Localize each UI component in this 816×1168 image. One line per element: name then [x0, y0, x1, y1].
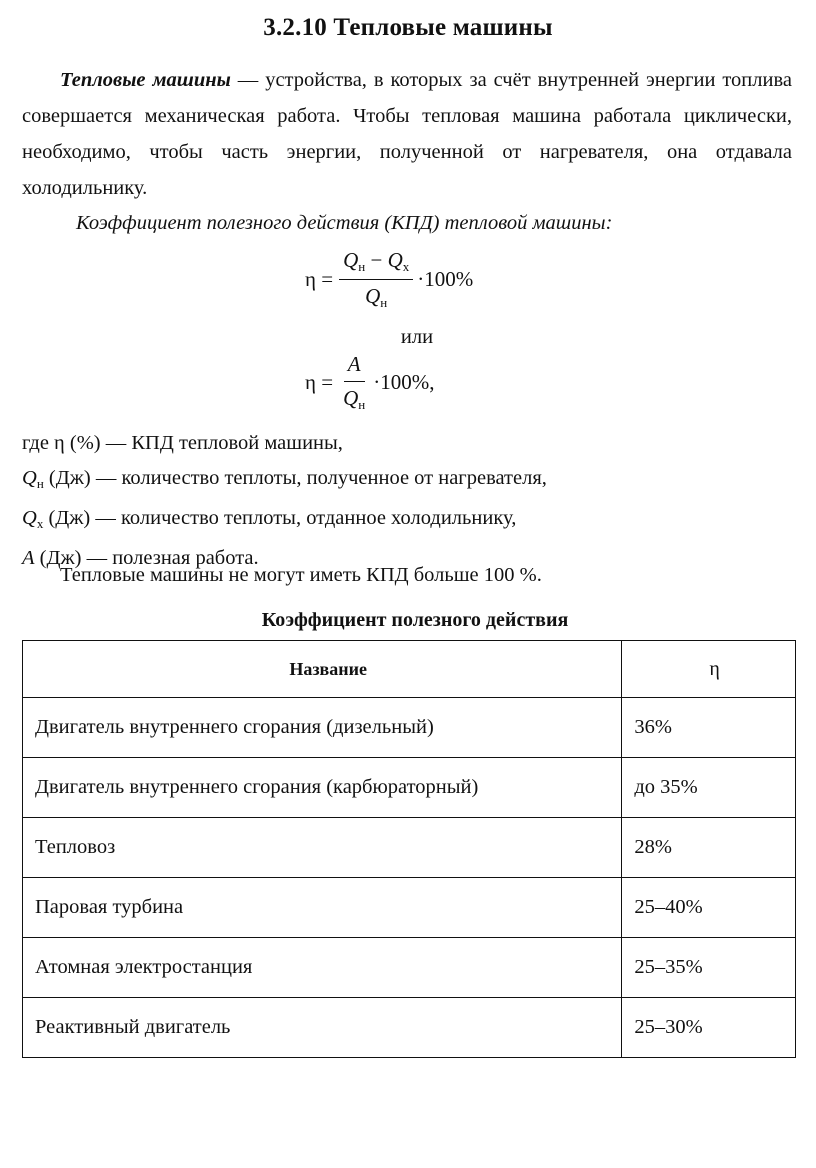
legend-text: где η (%) — КПД тепловой машины, [22, 432, 343, 454]
header-eta: η [622, 641, 796, 698]
efficiency-caption: Коэффициент полезного действия (КПД) тепловой машины: [76, 212, 613, 234]
formula2-numerator: A [344, 352, 365, 382]
table-row [23, 998, 796, 1058]
row-eta: 25–30% [622, 998, 796, 1058]
formula1-num-sub1: н [358, 259, 366, 274]
table-row [23, 938, 796, 998]
legend-symbol: Q [22, 467, 37, 489]
formula1-lhs: η = [305, 267, 334, 291]
row-eta: 25–35% [622, 938, 796, 998]
legend-symbol: Q [22, 507, 37, 529]
formula2-fraction [339, 352, 369, 413]
formula1-num-q2: Q [387, 248, 403, 272]
legend-symbol: A [22, 547, 35, 569]
row-eta: 36% [622, 698, 796, 758]
intro-paragraph [22, 62, 792, 206]
legend-subscript: н [36, 476, 44, 491]
formula1-numerator [339, 248, 413, 280]
formula1-num-sub2: х [402, 259, 410, 274]
legend-text: (Дж) — количество теплоты, полученное от нагревателя, [43, 467, 547, 489]
efficiency-formula-heat [305, 248, 473, 311]
row-name: Реактивный двигатель [23, 998, 622, 1058]
or-word: или [400, 326, 434, 348]
header-name: Название [23, 641, 622, 698]
formula2-lhs: η = [305, 370, 334, 394]
table-row [23, 698, 796, 758]
formula2-rhs: ·100%, [373, 370, 435, 394]
table-row [23, 758, 796, 818]
table-title: Коэффициент полезного действия [261, 609, 569, 631]
table-row [23, 878, 796, 938]
row-eta: 28% [622, 818, 796, 878]
row-eta: 25–40% [622, 878, 796, 938]
row-name: Атомная электростанция [23, 938, 622, 998]
formula2-den-q: Q [343, 386, 359, 410]
efficiency-formula-work [305, 352, 434, 413]
row-eta: до 35% [622, 758, 796, 818]
efficiency-note: Тепловые машины не могут иметь КПД больше 100 %. [60, 564, 542, 586]
formula1-num-q1: Q [343, 248, 359, 272]
row-name: Двигатель внутреннего сгорания (дизельный) [23, 698, 622, 758]
intro-text: — устройства, в которых за счёт внутренней энергии топлива совершается механическая работа. Чтобы тепловая машина работала циклически, необходимо, чтобы часть энергии, полученной от нагревателя, она отдавала холодильнику. [22, 69, 792, 199]
formula1-rhs: ·100% [417, 267, 474, 291]
efficiency-table [22, 640, 796, 1058]
legend-text: (Дж) — количество теплоты, отданное холодильнику, [43, 507, 517, 529]
symbol-legend [22, 426, 547, 576]
row-name: Двигатель внутреннего сгорания (карбюраторный) [23, 758, 622, 818]
legend-subscript: х [36, 516, 44, 531]
legend-line [22, 426, 547, 461]
formula1-fraction [339, 248, 413, 311]
formula2-denominator [339, 382, 369, 413]
section-title: 3.2.10 Тепловые машины [263, 14, 553, 41]
formula2-den-sub: н [358, 397, 366, 412]
intro-term: Тепловые машины [60, 69, 231, 91]
legend-line [22, 461, 547, 501]
formula1-denominator [361, 280, 391, 311]
formula1-den-q: Q [365, 284, 381, 308]
row-name: Паровая турбина [23, 878, 622, 938]
table-header-row [23, 641, 796, 698]
legend-line [22, 501, 547, 541]
legend-text: (Дж) — полезная работа. [34, 547, 259, 569]
table-row [23, 818, 796, 878]
row-name: Тепловоз [23, 818, 622, 878]
formula1-minus: − [365, 248, 388, 272]
formula1-den-sub: н [380, 295, 388, 310]
